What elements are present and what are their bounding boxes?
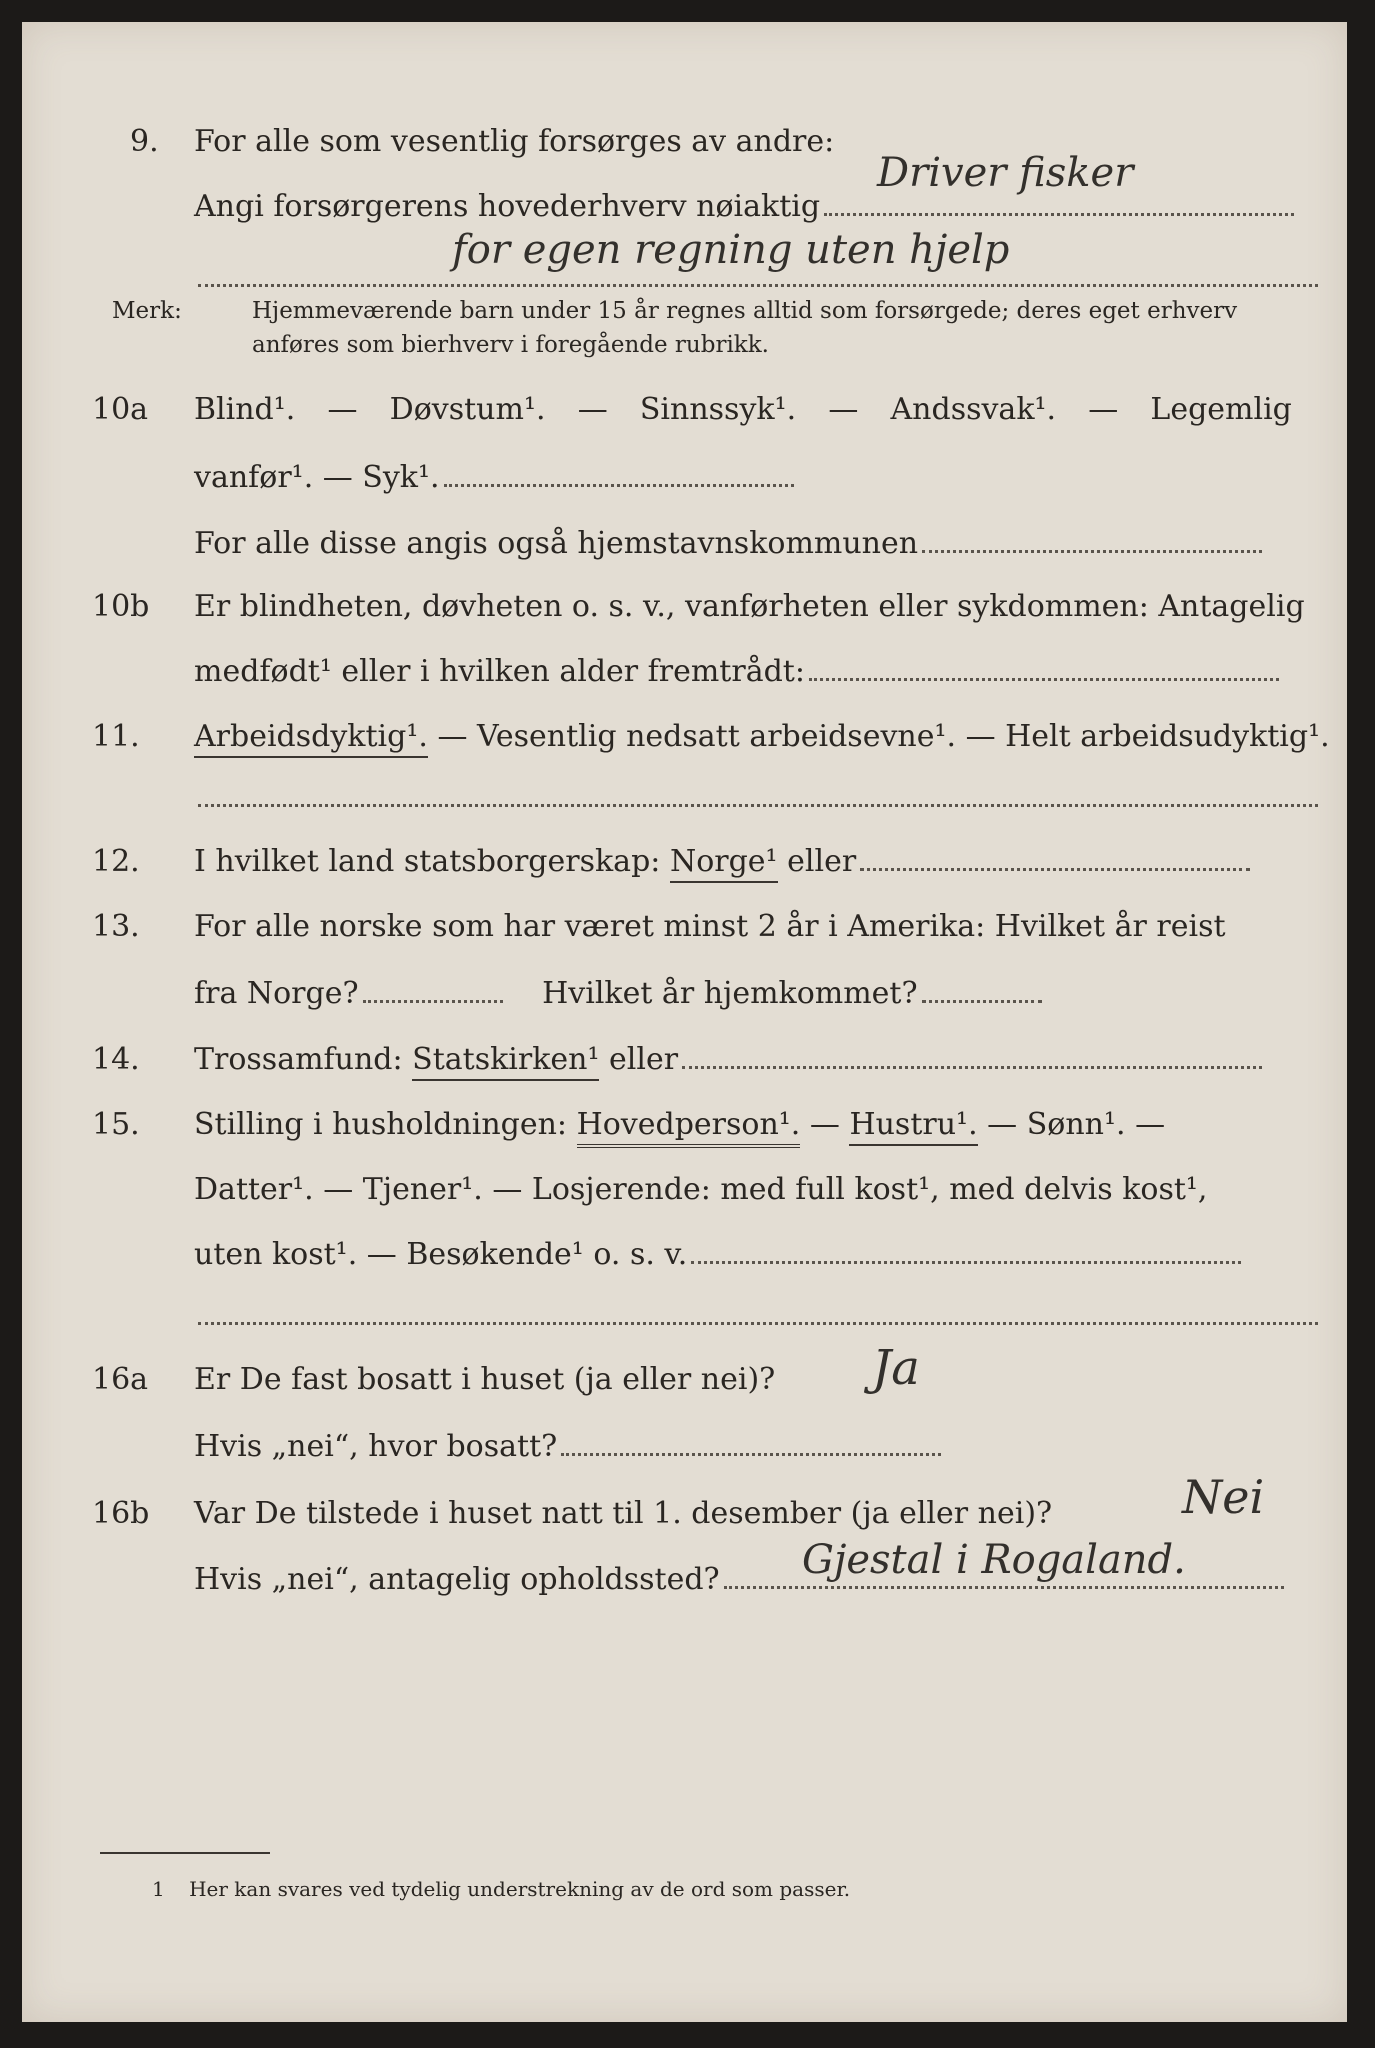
answer-line — [682, 1066, 1262, 1069]
q10a-line3: For alle disse angis også hjemstavnskommunen — [194, 526, 919, 561]
dash: — — [828, 392, 859, 427]
q16b-line1: Var De tilstede i huset natt til 1. desember (ja eller nei)? — [194, 1496, 1053, 1531]
opt-andssvak: Andssvak¹. — [890, 392, 1057, 427]
q10a-line2: vanfør¹. — Syk¹. — [194, 460, 440, 495]
answer-line — [198, 804, 1318, 807]
q13-number: 13. — [92, 909, 140, 944]
q15-rest: — Sønn¹. — — [987, 1107, 1166, 1142]
answer-line — [860, 868, 1250, 871]
q16a-line2: Hvis „nei“, hvor bosatt? — [194, 1429, 558, 1464]
q14-opt-underlined: Statskirken¹ — [412, 1042, 599, 1081]
answer-line — [824, 213, 1294, 216]
q15-pre: Stilling i husholdningen: — [194, 1107, 568, 1142]
q11-number: 11. — [92, 719, 140, 754]
q11-rest: — Vesentlig nedsatt arbeidsevne¹. — Helt arbeidsudyktig¹. — [437, 719, 1330, 754]
answer-line — [922, 1000, 1042, 1003]
q12-number: 12. — [92, 844, 140, 879]
q12-post: eller — [787, 844, 857, 879]
q15-opt1-underlined: Hovedperson¹. — [577, 1107, 801, 1148]
merk-line1: Hjemmeværende barn under 15 år regnes alltid som forsørgede; deres eget erhverv — [252, 298, 1238, 324]
answer-line — [561, 1453, 941, 1456]
q16a-answer: Ja — [872, 1340, 920, 1396]
opt-sinnssyk: Sinnssyk¹. — [639, 392, 797, 427]
q9-answer2: for egen regning uten hjelp — [452, 227, 1010, 273]
footnote-mark: 1 — [152, 1877, 165, 1901]
q10b-number: 10b — [92, 589, 150, 624]
answer-line — [198, 284, 1318, 287]
q14-pre: Trossamfund: — [194, 1042, 403, 1077]
dash: — — [327, 392, 358, 427]
q14-post: eller — [609, 1042, 679, 1077]
q12-pre: I hvilket land statsborgerskap: — [194, 844, 661, 879]
q15-number: 15. — [92, 1107, 140, 1142]
q13-b: Hvilket år hjemkommet? — [542, 976, 918, 1011]
q15-line3: uten kost¹. — Besøkende¹ o. s. v. — [194, 1237, 688, 1272]
q9-answer1: Driver fisker — [877, 150, 1134, 196]
q16a-number: 16a — [92, 1362, 149, 1397]
opt-dovstum: Døvstum¹. — [389, 392, 546, 427]
q15-opt2-underlined: Hustru¹. — [849, 1107, 977, 1146]
answer-line — [691, 1261, 1241, 1264]
q11-opt1-underlined: Arbeidsdyktig¹. — [194, 719, 428, 758]
q9-number: 9. — [130, 124, 159, 159]
q10b-line1: Er blindheten, døvheten o. s. v., vanførheten eller sykdommen: Antagelig — [194, 589, 1305, 624]
merk-line2: anføres som bierhverv i foregående rubrikk. — [252, 332, 769, 358]
q10b-line2: medfødt¹ eller i hvilken alder fremtrådt: — [194, 654, 805, 689]
q13-line1: For alle norske som har været minst 2 år i Amerika: Hvilket år reist — [194, 909, 1226, 944]
answer-line — [198, 1322, 1318, 1325]
q13-a: fra Norge? — [194, 976, 359, 1011]
footnote-text: Her kan svares ved tydelig understrekning av de ord som passer. — [189, 1877, 851, 1901]
dash: — — [809, 1107, 840, 1142]
q9-line2: Angi forsørgerens hovederhverv nøiaktig — [194, 189, 821, 224]
answer-line — [363, 1000, 503, 1003]
census-form-page — [22, 22, 1347, 2022]
q16b-line2: Hvis „nei“, antagelig opholdssted? — [194, 1562, 720, 1597]
q16b-answer2: Gjestal i Rogaland. — [802, 1537, 1186, 1583]
answer-line — [444, 484, 794, 487]
q15-line2: Datter¹. — Tjener¹. — Losjerende: med full kost¹, med delvis kost¹, — [194, 1172, 1208, 1207]
footnote — [152, 1877, 850, 1901]
q16b-answer1: Nei — [1182, 1470, 1265, 1524]
dash: — — [1088, 392, 1119, 427]
q14-number: 14. — [92, 1042, 140, 1077]
answer-line — [724, 1586, 1284, 1589]
q12-opt-underlined: Norge¹ — [670, 844, 778, 883]
dash: — — [577, 392, 608, 427]
footnote-rule — [100, 1852, 270, 1854]
q9-line1: For alle som vesentlig forsørges av andre: — [194, 124, 835, 159]
opt-blind: Blind¹. — [194, 392, 296, 427]
merk-label: Merk: — [112, 298, 182, 324]
answer-line — [809, 678, 1279, 681]
opt-legemlig: Legemlig — [1150, 392, 1292, 427]
q16b-number: 16b — [92, 1496, 150, 1531]
q16a-line1: Er De fast bosatt i huset (ja eller nei)? — [194, 1362, 776, 1397]
answer-line — [922, 550, 1262, 553]
q10a-number: 10a — [92, 392, 149, 427]
